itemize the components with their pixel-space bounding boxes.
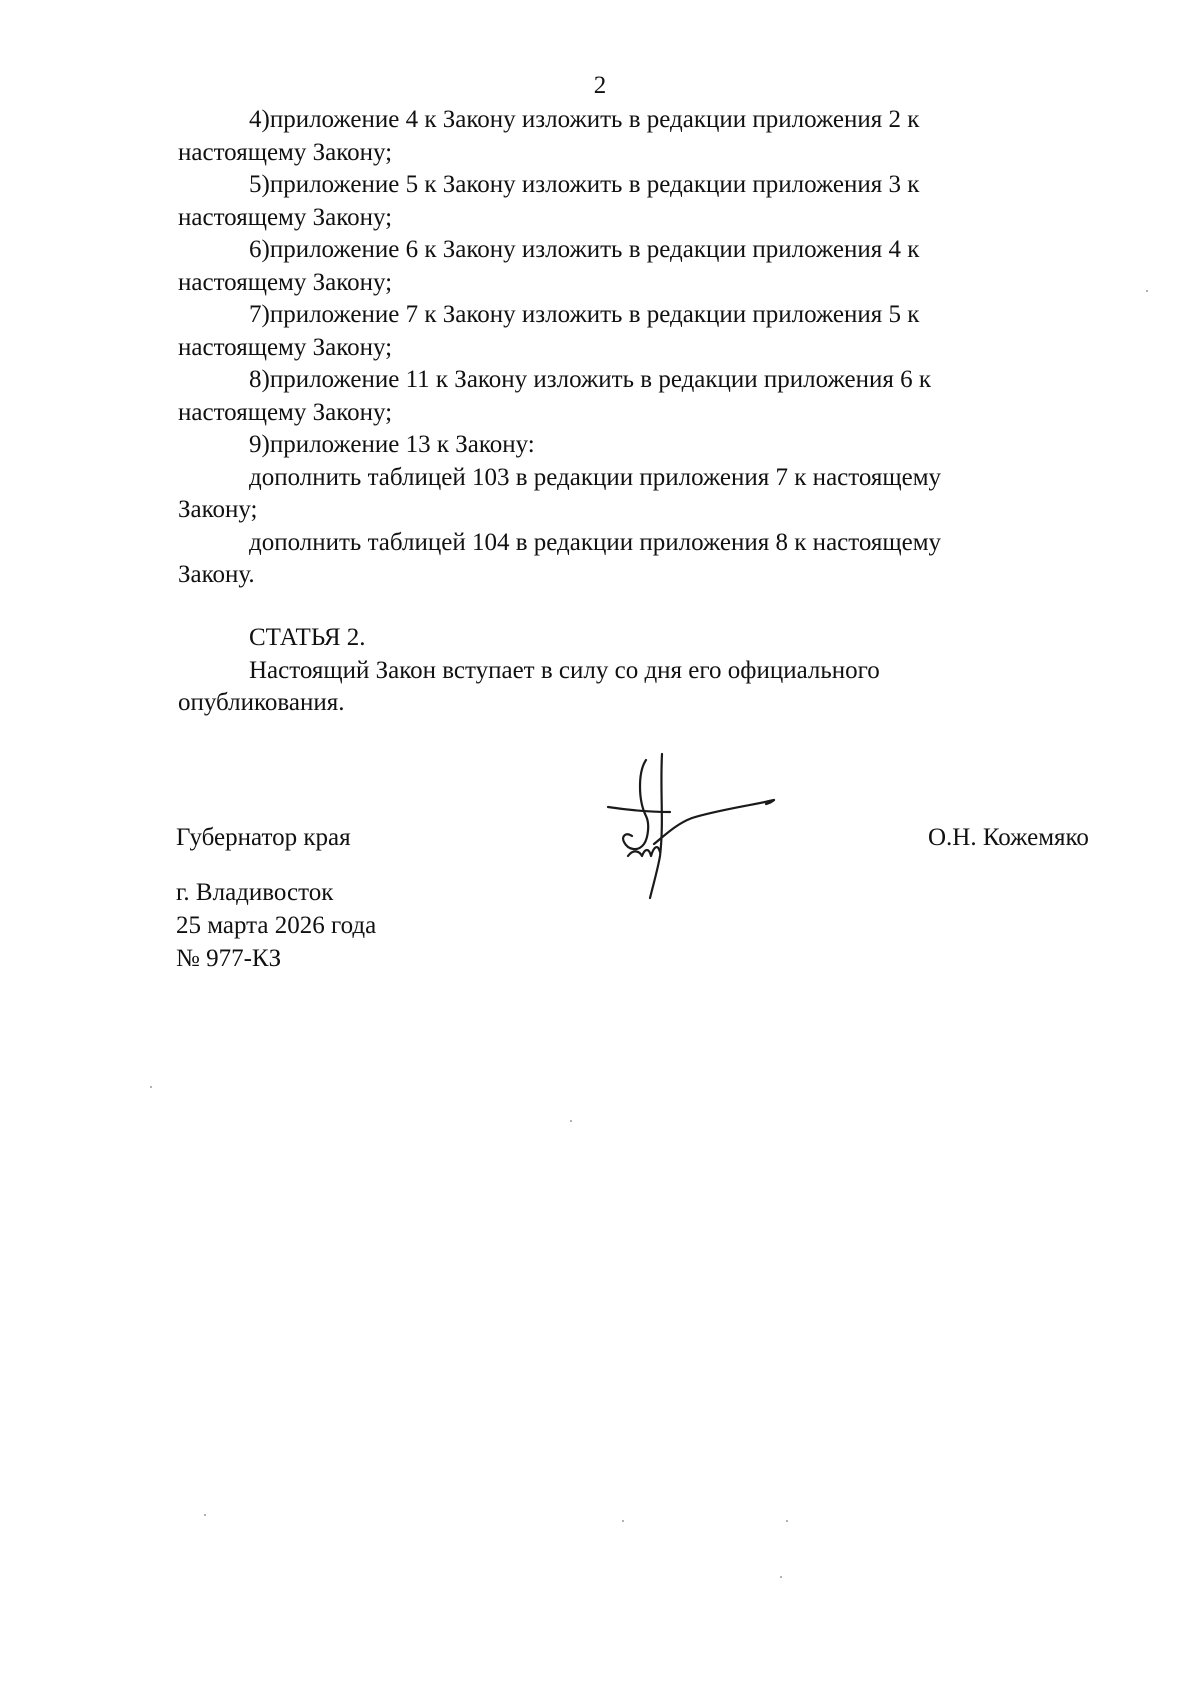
amendment-table-103: дополнить таблицей 103 в редакции приложения 7 к настоящему Закону;: [178, 463, 942, 523]
law-number: № 977-КЗ: [176, 945, 282, 972]
signer-position: Губернатор края: [176, 824, 351, 851]
amendment-table-104: дополнить таблицей 104 в редакции приложения 8 к настоящему Закону.: [178, 528, 942, 588]
amendment-item-8: 8)приложение 11 к Закону изложить в редакции приложения 6 к настоящему Закону;: [178, 366, 931, 426]
page-number: 2: [593, 72, 607, 99]
amendment-item-7: 7)приложение 7 к Закону изложить в редакции приложения 5 к настоящему Закону;: [178, 301, 920, 361]
scan-speck: [204, 1514, 206, 1516]
article-2: [178, 622, 1121, 720]
amendment-item-9: 9)приложение 13 к Закону:: [249, 431, 535, 458]
scan-speck: [150, 1086, 152, 1088]
scan-speck: [780, 1576, 782, 1578]
scan-speck: [622, 1520, 624, 1522]
amendments-list: [178, 104, 1121, 592]
signer-name: О.Н. Кожемяко: [928, 824, 1089, 851]
amendment-item-6: 6)приложение 6 к Закону изложить в редакции приложения 4 к настоящему Закону;: [178, 236, 920, 296]
article-text: Настоящий Закон вступает в силу со дня его официального опубликования.: [178, 656, 880, 716]
handwritten-signature-icon: [588, 752, 788, 902]
signing-date: 25 марта 2026 года: [176, 912, 377, 939]
signing-info: [176, 876, 376, 975]
signing-city: г. Владивосток: [176, 879, 334, 906]
scan-speck: [1146, 290, 1148, 292]
amendment-item-4: 4)приложение 4 к Закону изложить в редакции приложения 2 к настоящему Закону;: [178, 106, 920, 166]
scan-speck: [786, 1520, 788, 1522]
scan-speck: [570, 1120, 572, 1122]
article-title: СТАТЬЯ 2.: [249, 624, 366, 651]
amendment-item-5: 5)приложение 5 к Закону изложить в редакции приложения 3 к настоящему Закону;: [178, 171, 920, 231]
